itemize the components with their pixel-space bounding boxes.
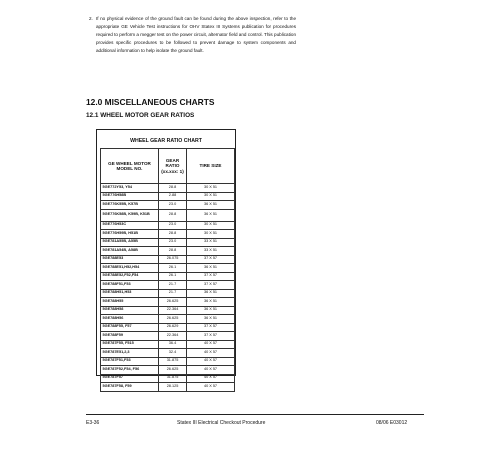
- table-row: [101, 315, 235, 324]
- cell-gear-ratio: 26.075: [159, 255, 187, 264]
- cell-tire-size: 40 X 57: [187, 340, 235, 349]
- table-row: [101, 201, 235, 210]
- cell-gear-ratio: 23.0: [159, 221, 187, 230]
- cell-gear-ratio: 28.8: [159, 184, 187, 193]
- cell-model: 5GE788H55: [101, 298, 159, 307]
- table-row: [101, 332, 235, 341]
- cell-tire-size: 37 X 57: [187, 332, 235, 341]
- cell-gear-ratio: 21.7: [159, 281, 187, 290]
- cell-tire-size: 30 X 51: [187, 230, 235, 239]
- cell-model: 5GE787F51,F53: [101, 357, 159, 366]
- cell-tire-size: 40 X 57: [187, 357, 235, 366]
- subsection-heading: 12.1 WHEEL MOTOR GEAR RATIOS: [86, 112, 195, 119]
- table-row: [101, 357, 235, 366]
- table-row: [101, 383, 235, 392]
- table-row: [101, 230, 235, 239]
- cell-tire-size: 33 X 51: [187, 238, 235, 247]
- cell-model: 5GE787F57: [101, 374, 159, 383]
- gear-ratio-table: [100, 148, 235, 392]
- table-header-row: [101, 149, 235, 184]
- table-row: [101, 298, 235, 307]
- cell-tire-size: 36 X 51: [187, 306, 235, 315]
- table-row: [101, 272, 235, 281]
- table-body: [101, 184, 235, 392]
- cell-model: 5GE776H53C: [101, 221, 159, 230]
- footer-page-number: E3-36: [86, 420, 100, 426]
- cell-gear-ratio: 28.125: [159, 383, 187, 392]
- cell-tire-size: 36 X 51: [187, 315, 235, 324]
- table-row: [101, 340, 235, 349]
- cell-model: 5GE788H58: [101, 306, 159, 315]
- cell-model: 5GE788H56: [101, 315, 159, 324]
- footer-title: Statex III Electrical Checkout Procedure: [177, 420, 266, 426]
- table-row: [101, 281, 235, 290]
- cell-tire-size: 37 X 57: [187, 272, 235, 281]
- header-model: GE WHEEL MOTOR MODEL NO.: [101, 149, 159, 184]
- cell-gear-ratio: 28.8: [159, 230, 187, 239]
- cell-model: 5GE788F55, F57: [101, 323, 159, 332]
- cell-gear-ratio: 2.88: [159, 192, 187, 201]
- cell-tire-size: 33 X 51: [187, 247, 235, 256]
- cell-model: 5GE781A55B, A55B: [101, 238, 159, 247]
- cell-tire-size: 36 X 51: [187, 298, 235, 307]
- cell-model: 5GE788E52,F52,F54: [101, 272, 159, 281]
- cell-tire-size: 40 X 57: [187, 374, 235, 383]
- cell-tire-size: 36 X 51: [187, 209, 235, 221]
- cell-tire-size: 37 X 57: [187, 323, 235, 332]
- intro-number: 2.: [89, 16, 93, 21]
- table-row: [101, 349, 235, 358]
- cell-model: 5GE787F58, F59: [101, 383, 159, 392]
- cell-model: 5GE788E53: [101, 255, 159, 264]
- cell-gear-ratio: 26.1: [159, 272, 187, 281]
- gear-ratio-chart: [96, 129, 236, 388]
- cell-model: 5GE776K55B, K57B: [101, 201, 159, 210]
- cell-tire-size: 30 X 51: [187, 184, 235, 193]
- cell-gear-ratio: 31.875: [159, 374, 187, 383]
- cell-gear-ratio: 26.625: [159, 298, 187, 307]
- table-row: [101, 306, 235, 315]
- cell-tire-size: 40 X 57: [187, 349, 235, 358]
- table-row: [101, 374, 235, 383]
- cell-model: 5GE788F51,F53: [101, 281, 159, 290]
- cell-gear-ratio: 26.1: [159, 264, 187, 273]
- intro-paragraph: [89, 15, 296, 55]
- cell-gear-ratio: 28.8: [159, 247, 187, 256]
- table-row: [101, 221, 235, 230]
- table-row: [101, 366, 235, 375]
- cell-model: 5GE776H58B: [101, 192, 159, 201]
- cell-gear-ratio: 23.0: [159, 201, 187, 210]
- table-row: [101, 323, 235, 332]
- cell-model: 5GE787F52,F54, F56: [101, 366, 159, 375]
- chart-title: WHEEL GEAR RATIO CHART: [130, 138, 202, 144]
- cell-tire-size: 36 X 51: [187, 201, 235, 210]
- cell-gear-ratio: 26.625: [159, 315, 187, 324]
- cell-model: 5GE788F59: [101, 332, 159, 341]
- cell-tire-size: 40 X 57: [187, 383, 235, 392]
- header-tire: TIRE SIZE: [187, 149, 235, 184]
- cell-model: 5GE781A54B, A58B: [101, 247, 159, 256]
- cell-gear-ratio: 22.364: [159, 306, 187, 315]
- section-heading: 12.0 MISCELLANEOUS CHARTS: [86, 97, 215, 107]
- cell-tire-size: 36 X 51: [187, 264, 235, 273]
- cell-gear-ratio: 26.629: [159, 323, 187, 332]
- cell-model: 5GE787E51,2,3: [101, 349, 159, 358]
- cell-tire-size: 37 X 57: [187, 255, 235, 264]
- footer-date: 08/06 E03012: [376, 420, 408, 426]
- cell-gear-ratio: 23.0: [159, 238, 187, 247]
- intro-text: If no physical evidence of the ground fault can be found during the above inspection, refer to the appropriate GE Vehicle Test instructions for OHV Statex III Systems publication for procedures required to perform a megger test on the power circuit, alternator field and control. This publication provides specific procedures to be followed to prevent damage to system components and additional information to help isolate the ground fault.: [96, 16, 296, 53]
- cell-gear-ratio: 22.364: [159, 332, 187, 341]
- cell-tire-size: 40 X 57: [187, 366, 235, 375]
- cell-model: 5GE776K58B, K59B, K51B: [101, 209, 159, 221]
- table-row: [101, 184, 235, 193]
- cell-model: 5GE788H51,H53: [101, 289, 159, 298]
- cell-tire-size: 36 X 51: [187, 289, 235, 298]
- cell-model: 5GE788E51,H52,H54: [101, 264, 159, 273]
- table-row: [101, 209, 235, 221]
- table-row: [101, 289, 235, 298]
- cell-gear-ratio: 31.875: [159, 357, 187, 366]
- cell-tire-size: 30 X 51: [187, 221, 235, 230]
- table-row: [101, 264, 235, 273]
- cell-gear-ratio: 36.4: [159, 340, 187, 349]
- footer-rule: [86, 414, 424, 415]
- cell-model: 5GE776H59B, H51B: [101, 230, 159, 239]
- cell-tire-size: 30 X 51: [187, 192, 235, 201]
- cell-model: 5GE772Y53, Y54: [101, 184, 159, 193]
- cell-gear-ratio: 21.7: [159, 289, 187, 298]
- cell-gear-ratio: 32.4: [159, 349, 187, 358]
- table-row: [101, 255, 235, 264]
- cell-model: 5GE787F55, F515: [101, 340, 159, 349]
- cell-gear-ratio: 26.625: [159, 366, 187, 375]
- cell-tire-size: 37 X 57: [187, 281, 235, 290]
- table-row: [101, 192, 235, 201]
- table-row: [101, 247, 235, 256]
- table-row: [101, 238, 235, 247]
- cell-gear-ratio: 28.8: [159, 209, 187, 221]
- header-ratio: GEAR RATIO (xx.xxx: 1): [159, 149, 187, 184]
